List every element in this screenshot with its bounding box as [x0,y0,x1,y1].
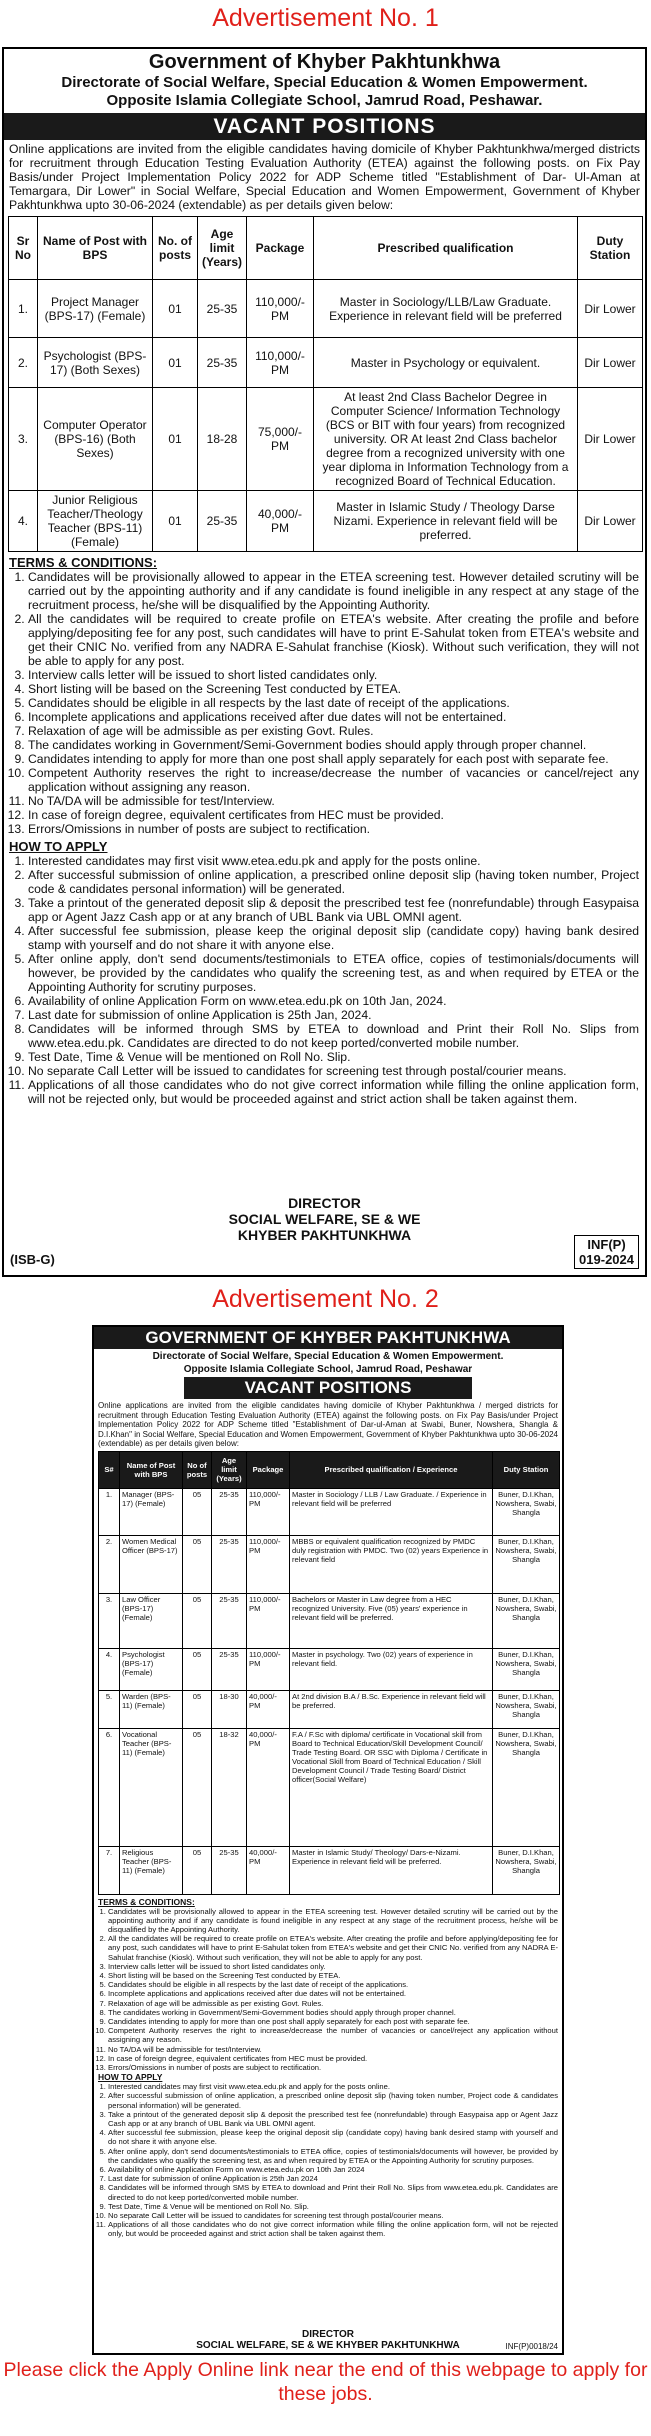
cell-duty-station: Buner, D.I.Khan, Nowshera, Swabi, Shangla [493,1846,560,1894]
cell-posts: 01 [153,388,198,491]
table-row [9,388,643,491]
cell-post: Junior Religious Teacher/Theology Teacher (BPS-11) (Female) [38,491,153,552]
list-item: 11. Applications of all those candidates who do not give correct information while filling the online application form, will not be rejected only, but would be proceeded against and strict action shall be taken against them. [28,1078,639,1106]
list-item: 10. No separate Call Letter will be issued to candidates for screening test through postal/courier means. [108,2211,558,2220]
list-item: 12. In case of foreign degree, equivalent certificates from HEC must be provided. [108,2054,558,2063]
list-item: 5. Candidates should be eligible in all respects by the last date of receipt of the applications. [108,1980,558,1989]
list-item: 3. Interview calls letter will be issued to short listed candidates only. [28,668,639,682]
cell-duty-station: Buner, D.I.Khan, Nowshera, Swabi, Shangla [493,1728,560,1846]
cell-duty-station: Buner, D.I.Khan, Nowshera, Swabi, Shangla [493,1535,560,1593]
cell-qualification: At least 2nd Class Bachelor Degree in Computer Science/ Information Technology (BCS or BIT with four years) from recognized university. OR At least 2nd Class bachelor degree from a recognized university with one year diploma in Information Technology from a recognized Board of Technical Education. [314,388,578,491]
cell-posts: 05 [183,1728,212,1846]
cell-duty-station: Dir Lower [578,388,643,491]
cell-sr: 3. [99,1593,120,1648]
cell-sr: 4. [99,1648,120,1690]
list-item: 4. After successful fee submission, please keep the original deposit slip (candidate copy) having bank desired stamp with yourself and do not share it with anyone else. [108,2128,558,2146]
ad1-col-package: Package [247,217,314,280]
list-item: 2. After successful submission of online application, a prescribed online deposit slip (having token number, Project code & candidates personal information) will be generated. [28,868,639,896]
list-item: 6. Availability of online Application Form on www.etea.edu.pk on 10th Jan, 2024. [28,994,639,1008]
cell-duty-station: Buner, D.I.Khan, Nowshera, Swabi, Shangla [493,1690,560,1728]
ad1-how-to-apply-list [4,854,645,1106]
cell-post: Project Manager (BPS-17) (Female) [38,280,153,338]
ad2-col-posts: No of posts [183,1451,212,1488]
cell-post: Psychologist (BPS-17) (Both Sexes) [38,338,153,388]
cell-age: 25-35 [212,1593,247,1648]
cell-posts: 05 [183,1648,212,1690]
cell-duty-station: Dir Lower [578,338,643,388]
cell-package: 110,000/- PM [247,1593,290,1648]
list-item: 6. Availability of online Application Form on www.etea.edu.pk on 10th Jan 2024 [108,2165,558,2174]
cell-age: 25-35 [212,1488,247,1535]
cell-package: 75,000/- PM [247,388,314,491]
list-item: 13. Errors/Omissions in number of posts are subject to rectification. [108,2063,558,2072]
list-item: 11. Applications of all those candidates who do not give correct information while filling the online application form, will not be rejected only, but would be proceeded against and strict action shall be taken against them. [108,2220,558,2238]
cell-age: 25-35 [198,338,247,388]
list-item: 12. In case of foreign degree, equivalent certificates from HEC must be provided. [28,808,639,822]
table-row [9,491,643,552]
cell-post: Psychologist (BPS-17) (Female) [120,1648,183,1690]
ad1-government-title: Government of Khyber Pakhtunkhwa [148,51,501,73]
cell-qualification: Bachelors or Master in Law degree from a HEC recognized University. Five (05) years' experience in relevant field will be preferred. [290,1593,493,1648]
advertisement-2 [92,1325,564,2355]
list-item: 7. Last date for submission of online Application is 25th Jan 2024 [108,2174,558,2183]
ad1-footer [4,1195,645,1275]
cell-sr: 1. [99,1488,120,1535]
list-item: 13. Errors/Omissions in number of posts are subject to rectification. [28,822,639,836]
cell-age: 18-32 [212,1728,247,1846]
list-item: 11. No TA/DA will be admissible for test/Interview. [108,2045,558,2054]
ad2-col-package: Package [247,1451,290,1488]
cell-posts: 05 [183,1488,212,1535]
ad1-col-duty-station: Duty Station [578,217,643,280]
apply-online-note: Please click the Apply Online link near the end of this webpage to apply for these jobs. [3,2359,648,2405]
cell-post: Vocational Teacher (BPS- 11) (Female) [120,1728,183,1846]
ad1-vacant-positions-banner: VACANT POSITIONS [4,113,645,140]
cell-posts: 05 [183,1846,212,1894]
cell-age: 25-35 [212,1846,247,1894]
list-item: 5. Candidates should be eligible in all respects by the last date of receipt of the applications. [28,696,639,710]
list-item: 2. All the candidates will be required to create profile on ETEA's website. After creating the profile and before applying/depositing fee for any post, such candidates will have to print E-Sahulat token from ETEA's website and get their CNIC No. verified from any NADRA E-Sahulat franchise (Kiosk). Without such verification, they will not be able to apply for any post. [28,612,639,668]
cell-post: Manager (BPS-17) (Female) [120,1488,183,1535]
list-item: 5. After online apply, don't send documents/testimonials to ETEA office, copies of testimonials/documents will however, be provided by the candidates who qualify the screening test, as and when required by ETEA or the Appointing Authority for scrutiny purposes. [108,2147,558,2165]
advertisement-1-heading: Advertisement No. 1 [212,4,439,32]
cell-qualification: Master in Sociology/LLB/Law Graduate. Experience in relevant field will be preferred [314,280,578,338]
list-item: 1. Interested candidates may first visit www.etea.edu.pk and apply for the posts online. [28,854,639,868]
ad1-table-header-row [9,217,643,280]
table-row [99,1593,560,1648]
ad2-footer-director: DIRECTOR [301,2329,355,2340]
list-item: 10. Competent Authority reserves the right to increase/decrease the number of vacancies or cancel/reject any application without assigning any reason. [108,2026,558,2044]
ad2-vacant-positions-banner: VACANT POSITIONS [184,1377,472,1399]
list-item: 3. Take a printout of the generated deposit slip & deposit the prescribed test fee (nonrefundable) through Easypaisa app or Agent Jazz Cash app or at any branch of UBL Bank via UBL OMNI agent. [108,2110,558,2128]
list-item: 10. Competent Authority reserves the right to increase/decrease the number of vacancies or cancel/reject any application without assigning any reason. [28,766,639,794]
table-row [99,1488,560,1535]
advertisement-1 [2,47,647,1277]
list-item: 2. All the candidates will be required to create profile on ETEA's website. After creating the profile and before applying/depositing fee for any post, such candidates will have to print E-Sahulat token from ETEA's website and get their CNIC No. verified from any NADRA E-Sahulat franchise (Kiosk). Without such verification, they will not be able to apply for any post. [108,1934,558,1962]
ad1-footer-director: DIRECTOR [288,1195,361,1211]
list-item: 9. Test Date, Time & Venue will be mentioned on Roll No. Slip. [28,1050,639,1064]
ad1-footer-department: SOCIAL WELFARE, SE & WE [228,1211,421,1227]
cell-qualification: Master in Psychology or equivalent. [314,338,578,388]
cell-age: 18-30 [212,1690,247,1728]
cell-duty-station: Buner, D.I.Khan, Nowshera, Swabi, Shangla [493,1488,560,1535]
ad2-terms-list [94,1907,562,2073]
ad1-inf-number: 019-2024 [579,1252,634,1267]
cell-qualification: F.A / F.Sc with diploma/ certificate in Vocational skill from Board to Technical Education/Skill Development Council/ Trade Testing Board. OR SSC with Diploma / Certificate in Vocational Skill from Board of Technical Education / Skill Development Council / Trade Testing Board/ District officer(Social Welfare) [290,1728,493,1846]
ad1-terms-heading: TERMS & CONDITIONS: [9,555,158,570]
list-item: 1. Candidates will be provisionally allowed to appear in the ETEA screening test. However detailed scrutiny will be carried out by the appointing authority and if any candidate is found ineligible in any respect at any stage of the recruitment process, he/she will be disqualified by the Appointing Authority. [108,1907,558,1935]
ad2-how-to-apply-heading: HOW TO APPLY [98,2072,163,2083]
ad2-intro-paragraph: Online applications are invited from the eligible candidates having domicile of Khyber Pakhtunkhwa / merged districts for recruitment through Education Testing Evaluation Authority (ETEA) against the following posts. on Fix Pay Basis/under Project Implementation Policy 2022 for ADP Scheme titled "Establishment of Dar-ul-Aman at Swabi, Buner, Nowshera, Shangla & D.I.Khan" in Social Welfare, Special Education and Women Empowerment, Government of Khyber Pakhtunkhwa upto 30-06-2024 (extendable) as per details given below: [98,1401,558,1448]
list-item: 6. Incomplete applications and applications received after due dates will not be entertained. [108,1989,558,1998]
ad1-intro-paragraph: Online applications are invited from the eligible candidates having domicile of Khyber Pakhtunkhwa/merged districts for recruitment through Education Testing Evaluation Authority (ETEA) against the following posts. on Fix Pay Basis/under Project Implementation Policy 2022 for ADP Scheme titled "Establishment of Dar- Ul-Aman at Temargara, Dir Lower" in Social Welfare, Special Education and Women Empowerment, Government of Khyber Pakhtunkhwa upto 30-06-2024 (extendable) as per details given below: [9,142,640,212]
cell-post: Computer Operator (BPS-16) (Both Sexes) [38,388,153,491]
ad2-directorate: Directorate of Social Welfare, Special Education & Women Empowerment. [152,1351,504,1362]
table-row [99,1846,560,1894]
list-item: 7. Relaxation of age will be admissible as per existing Govt. Rules. [28,724,639,738]
table-row [9,280,643,338]
cell-age: 25-35 [212,1648,247,1690]
cell-sr: 6. [99,1728,120,1846]
advertisement-2-heading: Advertisement No. 2 [212,1285,439,1313]
cell-duty-station: Dir Lower [578,491,643,552]
ad1-terms-list [4,570,645,836]
ad1-how-to-apply-heading: HOW TO APPLY [9,839,108,854]
cell-sr: 7. [99,1846,120,1894]
cell-package: 110,000/- PM [247,1648,290,1690]
list-item: 6. Incomplete applications and applications received after due dates will not be entertained. [28,710,639,724]
ad2-col-sr: S# [99,1451,120,1488]
ad2-posts-table [98,1451,560,1895]
cell-sr: 2. [9,338,38,388]
list-item: 8. The candidates working in Government/Semi-Government bodies should apply through proper channel. [28,738,639,752]
cell-sr: 5. [99,1690,120,1728]
ad2-footer [94,2329,562,2351]
ad1-inf-label: INF(P) [587,1237,626,1252]
list-item: 1. Interested candidates may first visit www.etea.edu.pk and apply for the posts online. [108,2082,558,2091]
cell-sr: 3. [9,388,38,491]
cell-qualification: Master in Sociology / LLB / Law Graduate. / Experience in relevant field will be preferred [290,1488,493,1535]
cell-package: 110,000/- PM [247,338,314,388]
cell-posts: 05 [183,1593,212,1648]
ad2-col-age: Age limit (Years) [212,1451,247,1488]
ad1-address: Opposite Islamia Collegiate School, Jamrud Road, Peshawar. [106,92,543,109]
ad1-col-age: Age limit (Years) [198,217,247,280]
ad2-government-title: GOVERNMENT OF KHYBER PAKHTUNKHWA [94,1327,562,1349]
cell-package: 110,000/- PM [247,1535,290,1593]
list-item: 7. Last date for submission of online Application is 25th Jan, 2024. [28,1008,639,1022]
cell-age: 18-28 [198,388,247,491]
cell-sr: 2. [99,1535,120,1593]
table-row [99,1648,560,1690]
list-item: 9. Candidates intending to apply for more than one post shall apply separately for each post with separate fee. [108,2017,558,2026]
ad2-footer-department: SOCIAL WELFARE, SE & WE KHYBER PAKHTUNKHWA [196,2340,460,2351]
list-item: 2. After successful submission of online application, a prescribed online deposit slip (having token number, Project code & candidates personal information) will be generated. [108,2091,558,2109]
list-item: 5. After online apply, don't send documents/testimonials to ETEA office, copies of testimonials/documents will however, be provided by the candidates who qualify the screening test, as and when required by ETEA or the Appointing Authority for scrutiny purposes. [28,952,639,994]
cell-duty-station: Buner, D.I.Khan, Nowshera, Swabi, Shangla [493,1593,560,1648]
cell-qualification: MBBS or equivalent qualification recognized by PMDC duly registration with PMDC. Two (02) years Experience in relevant field [290,1535,493,1593]
ad1-inf-box [574,1235,639,1269]
list-item: 8. Candidates will be informed through SMS by ETEA to download and Print their Roll No. Slips from www.etea.edu.pk. Candidates are directed to do not keep ported/converted mobile number. [28,1022,639,1050]
cell-posts: 05 [183,1535,212,1593]
list-item: 7. Relaxation of age will be admissible as per existing Govt. Rules. [108,1999,558,2008]
table-row [99,1535,560,1593]
list-item: 11. No TA/DA will be admissible for test/Interview. [28,794,639,808]
list-item: 4. After successful fee submission, please keep the original deposit slip (candidate copy) having bank desired stamp with yourself and do not share it with anyone else. [28,924,639,952]
ad1-col-posts: No. of posts [153,217,198,280]
cell-qualification: Master in Islamic Study / Theology Darse Nizami. Experience in relevant field will be preferred. [314,491,578,552]
cell-package: 40,000/- PM [247,491,314,552]
ad1-isb-code: (ISB-G) [10,1252,55,1267]
ad1-footer-province: KHYBER PAKHTUNKHWA [237,1227,412,1243]
list-item: 4. Short listing will be based on the Screening Test conducted by ETEA. [28,682,639,696]
cell-sr: 4. [9,491,38,552]
table-row [99,1690,560,1728]
cell-posts: 05 [183,1690,212,1728]
ad2-how-to-apply-list [94,2082,562,2238]
ad1-col-sr: Sr No [9,217,38,280]
cell-posts: 01 [153,491,198,552]
list-item: 8. The candidates working in Government/Semi-Government bodies should apply through proper channel. [108,2008,558,2017]
ad2-inf-number: INF(P)0018/24 [505,2342,558,2351]
cell-age: 25-35 [198,280,247,338]
cell-package: 40,000/- PM [247,1728,290,1846]
cell-qualification: At 2nd division B.A / B.Sc. Experience in relevant field will be preferred. [290,1690,493,1728]
list-item: 10. No separate Call Letter will be issued to candidates for screening test through postal/courier means. [28,1064,639,1078]
list-item: 8. Candidates will be informed through SMS by ETEA to download and Print their Roll No. Slips from www.etea.edu.pk. Candidates are directed to do not keep ported/converted mobile number. [108,2183,558,2201]
table-row [9,338,643,388]
ad2-terms-heading: TERMS & CONDITIONS: [98,1896,195,1907]
cell-package: 110,000/- PM [247,280,314,338]
list-item: 3. Take a printout of the generated deposit slip & deposit the prescribed test fee (nonrefundable) through Easypaisa app or Agent Jazz Cash app or at any branch of UBL Bank via UBL OMNI agent. [28,896,639,924]
cell-package: 110,000/- PM [247,1488,290,1535]
ad1-col-qualification: Prescribed qualification [314,217,578,280]
cell-posts: 01 [153,338,198,388]
ad1-col-post: Name of Post with BPS [38,217,153,280]
list-item: 3. Interview calls letter will be issued to short listed candidates only. [108,1962,558,1971]
cell-qualification: Master in psychology. Two (02) years of experience in relevant field. [290,1648,493,1690]
cell-sr: 1. [9,280,38,338]
list-item: 9. Test Date, Time & Venue will be mentioned on Roll No. Slip. [108,2202,558,2211]
cell-package: 40,000/- PM [247,1690,290,1728]
ad2-table-header-row [99,1451,560,1488]
list-item: 4. Short listing will be based on the Screening Test conducted by ETEA. [108,1971,558,1980]
cell-qualification: Master in Islamic Study/ Theology/ Dars-e-Nizami. Experience in relevant field will be preferred. [290,1846,493,1894]
ad1-directorate: Directorate of Social Welfare, Special Education & Women Empowerment. [61,74,588,91]
cell-posts: 01 [153,280,198,338]
list-item: 1. Candidates will be provisionally allowed to appear in the ETEA screening test. However detailed scrutiny will be carried out by the appointing authority and if any candidate is found ineligible in any respect at any stage of the recruitment process, he/she will be disqualified by the Appointing Authority. [28,570,639,612]
cell-duty-station: Buner, D.I.Khan, Nowshera, Swabi, Shangla [493,1648,560,1690]
table-row [99,1728,560,1846]
cell-post: Women Medical Officer (BPS-17) [120,1535,183,1593]
ad2-col-post: Name of Post with BPS [120,1451,183,1488]
cell-age: 25-35 [198,491,247,552]
cell-post: Law Officer (BPS-17) (Female) [120,1593,183,1648]
list-item: 9. Candidates intending to apply for more than one post shall apply separately for each post with separate fee. [28,752,639,766]
ad2-address: Opposite Islamia Collegiate School, Jamrud Road, Peshawar [183,1364,473,1375]
ad2-col-duty-station: Duty Station [493,1451,560,1488]
cell-duty-station: Dir Lower [578,280,643,338]
cell-age: 25-35 [212,1535,247,1593]
cell-post: Warden (BPS-11) (Female) [120,1690,183,1728]
ad1-posts-table [8,216,643,552]
ad2-col-qualification: Prescribed qualification / Experience [290,1451,493,1488]
cell-post: Religious Teacher (BPS- 11) (Female) [120,1846,183,1894]
cell-package: 40,000/- PM [247,1846,290,1894]
